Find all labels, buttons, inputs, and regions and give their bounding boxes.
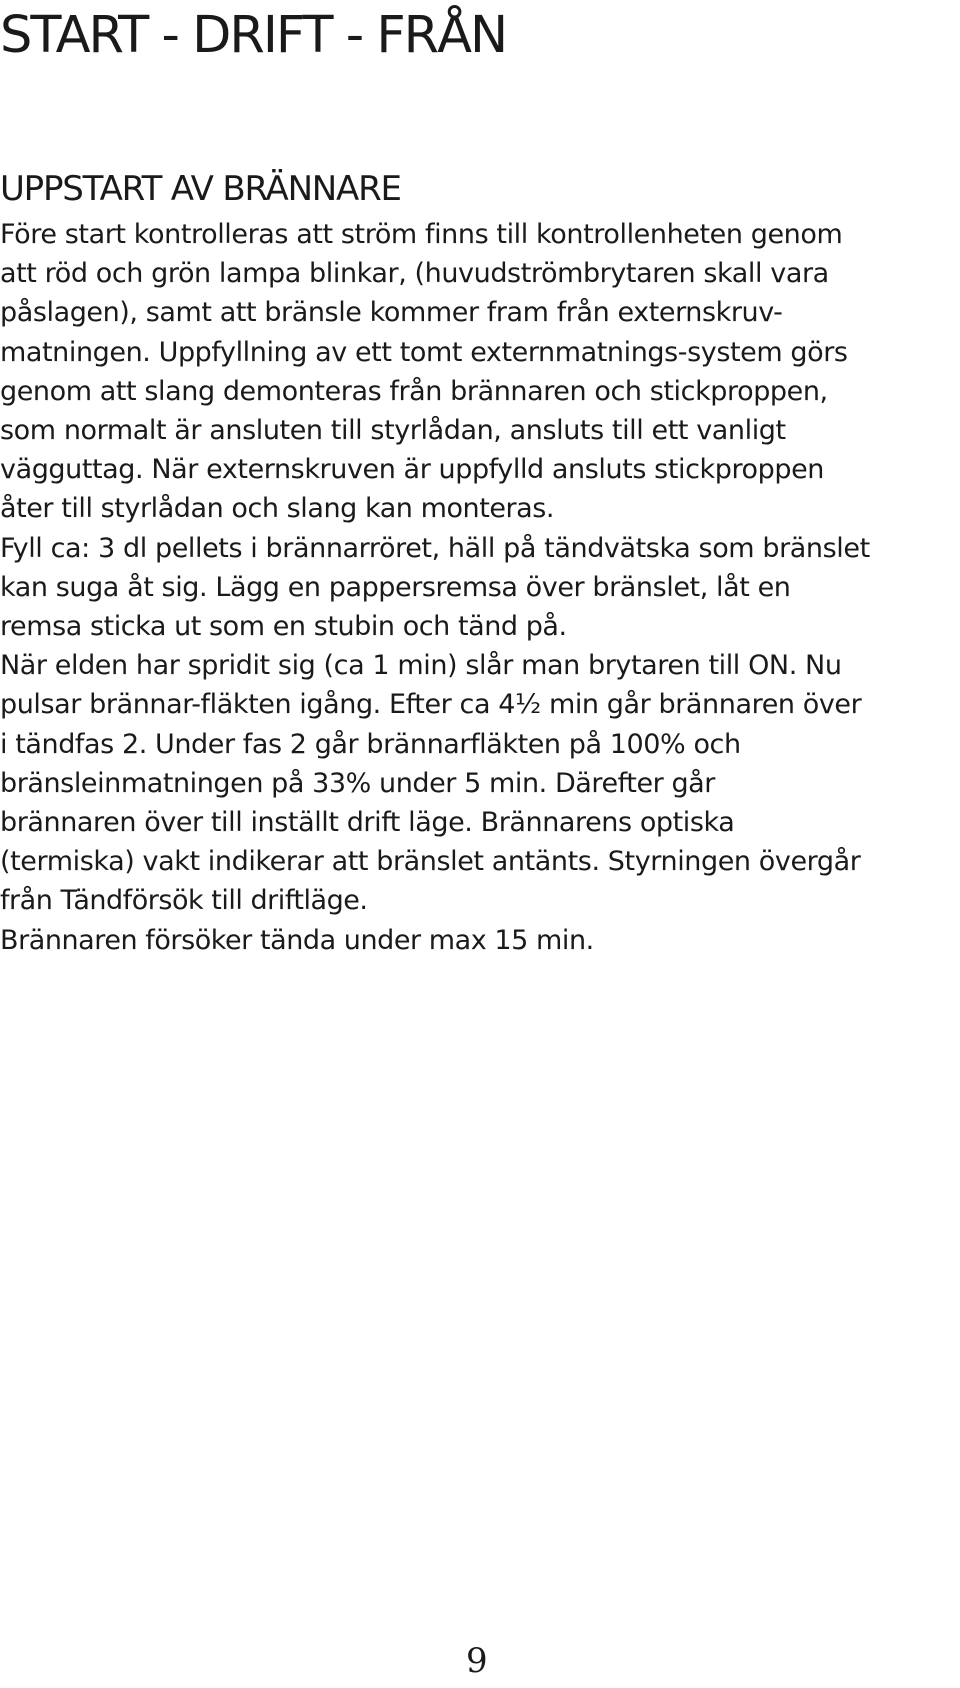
body-text	[0, 215, 960, 960]
body-line: påslagen), samt att bränsle kommer fram från externskruv-	[0, 297, 783, 329]
body-line: När elden har spridit sig (ca 1 min) slår man brytaren till ON. Nu	[0, 650, 842, 682]
body-line: Brännaren försöker tända under max 15 min.	[0, 924, 594, 956]
body-line: från Tändförsök till driftläge.	[0, 885, 368, 917]
section-heading: UPPSTART AV BRÄNNARE	[0, 169, 401, 209]
body-line: (termiska) vakt indikerar att bränslet antänts. Styrningen övergår	[0, 846, 861, 878]
body-line: vägguttag. När externskruven är uppfylld ansluts stickproppen	[0, 454, 824, 486]
body-line: i tändfas 2. Under fas 2 går brännarfläkten på 100% och	[0, 728, 741, 760]
body-line: kan suga åt sig. Lägg en pappersremsa över bränslet, låt en	[0, 571, 791, 603]
body-line: åter till styrlådan och slang kan monteras.	[0, 493, 555, 525]
body-line: genom att slang demonteras från brännaren och stickproppen,	[0, 375, 828, 407]
body-line: som normalt är ansluten till styrlådan, ansluts till ett vanligt	[0, 415, 786, 447]
page-number: 9	[466, 1641, 488, 1681]
body-line: pulsar brännar-fläkten igång. Efter ca 4½ min går brännaren över	[0, 689, 862, 721]
page-title: START - DRIFT - FRÅN	[0, 6, 507, 65]
body-line: Före start kontrolleras att ström finns till kontrollenheten genom	[0, 219, 843, 250]
body-line: matningen. Uppfyllning av ett tomt externmatnings-system görs	[0, 336, 848, 368]
body-line: Fyll ca: 3 dl pellets i brännarröret, häll på tändvätska som bränslet	[0, 532, 870, 564]
body-line: remsa sticka ut som en stubin och tänd på.	[0, 611, 567, 643]
body-line: brännaren över till inställt drift läge. Brännarens optiska	[0, 807, 735, 839]
body-line: att röd och grön lampa blinkar, (huvudströmbrytaren skall vara	[0, 258, 829, 290]
body-line: bränsleinmatningen på 33% under 5 min. Därefter går	[0, 767, 715, 799]
